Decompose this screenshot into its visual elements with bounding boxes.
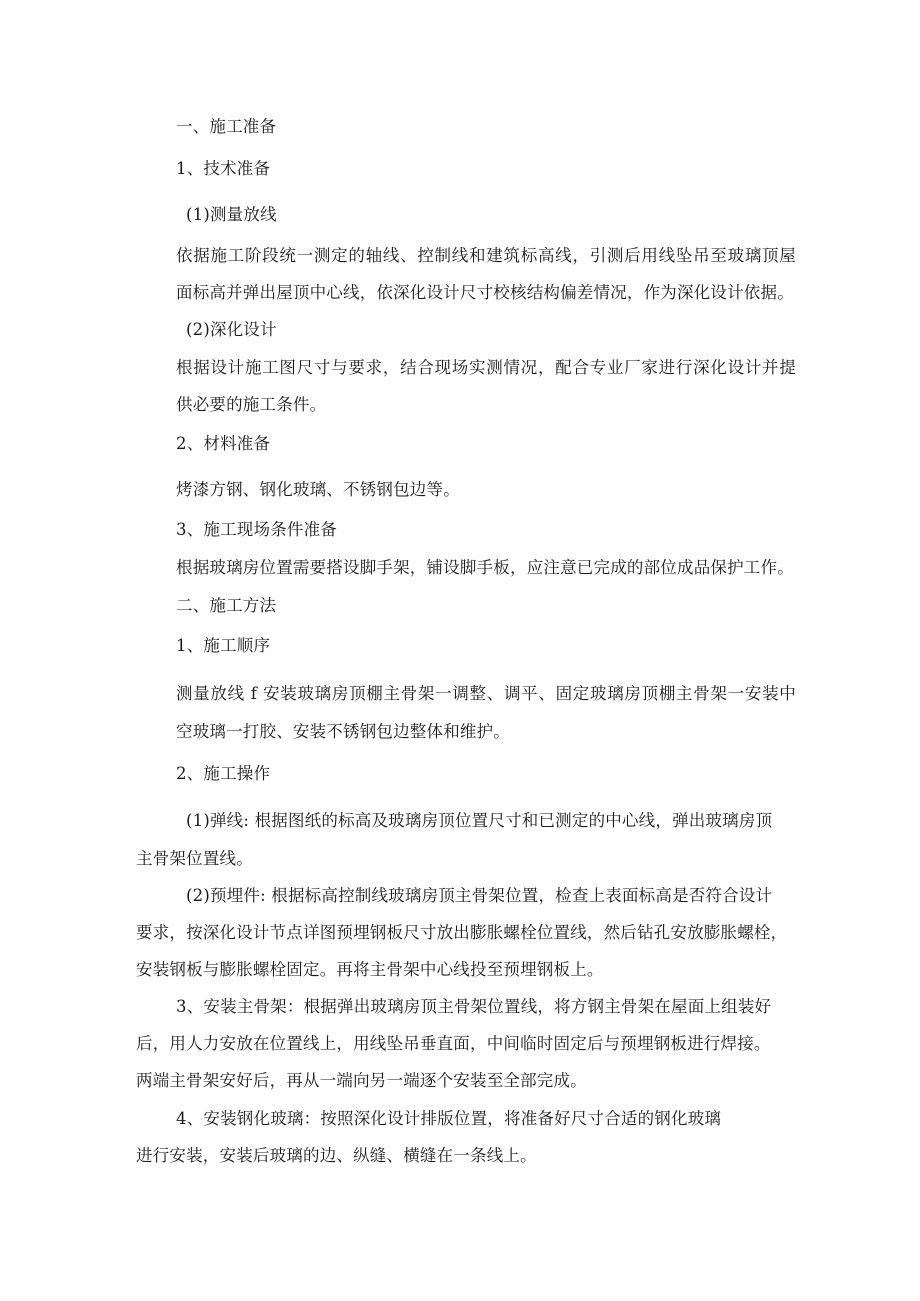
paragraph-materials: 烤漆方钢、钢化玻璃、不锈钢包边等。: [176, 480, 460, 499]
paragraph-embedded-line1: (2)预埋件: 根据标高控制线玻璃房顶主骨架位置，检查上表面标高是否符合设计: [186, 886, 773, 905]
section-heading-method: 二、施工方法: [176, 596, 277, 615]
paragraph-order-line1: 测量放线 f 安装玻璃房顶棚主骨架一调整、调平、固定玻璃房顶棚主骨架一安装中: [176, 684, 796, 703]
paragraph-tempered-glass-line1: 4、安装钢化玻璃：按照深化设计排版位置，将准备好尺寸合适的钢化玻璃: [176, 1109, 722, 1128]
paragraph-marking-line1: (1)弹线: 根据图纸的标高及玻璃房顶位置尺寸和已测定的中心线，弹出玻璃房顶: [186, 811, 773, 830]
paragraph-main-frame-line1: 3、安装主骨架：根据弹出玻璃房顶主骨架位置线，将方钢主骨架在屋面上组装好: [176, 997, 772, 1016]
paragraph-tempered-glass-line2: 进行安装，安装后玻璃的边、纵缝、横缝在一条线上。: [136, 1146, 537, 1165]
subheading-site-conditions: 3、施工现场条件准备: [176, 520, 337, 539]
item-heading-survey: (1)测量放线: [186, 205, 277, 224]
paragraph-design-line2: 供必要的施工条件。: [176, 395, 327, 414]
paragraph-site-conditions: 根据玻璃房位置需要搭设脚手架，铺设脚手板，应注意已完成的部位成品保护工作。: [176, 558, 794, 577]
paragraph-order-line2: 空玻璃一打胶、安装不锈钢包边整体和维护。: [176, 722, 510, 741]
subheading-construction-operation: 2、施工操作: [176, 764, 271, 783]
item-heading-detailed-design: (2)深化设计: [186, 320, 277, 339]
paragraph-marking-line2: 主骨架位置线。: [136, 849, 253, 868]
paragraph-survey-line1: 依据施工阶段统一测定的轴线、控制线和建筑标高线，引测后用线坠吊至玻璃顶屋: [176, 246, 796, 265]
paragraph-main-frame-line2: 后，用人力安放在位置线上，用线坠吊垂直面，中间临时固定后与预埋钢板进行焊接。: [136, 1034, 771, 1053]
subheading-construction-order: 1、施工顺序: [176, 636, 271, 655]
paragraph-survey-line2: 面标高并弹出屋顶中心线，依深化设计尺寸校核结构偏差情况，作为深化设计依据。: [176, 283, 794, 302]
paragraph-main-frame-line3: 两端主骨架安好后，再从一端向另一端逐个安装至全部完成。: [136, 1071, 587, 1090]
paragraph-embedded-line2: 要求，按深化设计节点详图预埋钢板尺寸放出膨胀螺栓位置线，然后钻孔安放膨胀螺栓，: [136, 923, 788, 942]
paragraph-design-line1: 根据设计施工图尺寸与要求，结合现场实测情况，配合专业厂家进行深化设计并提: [176, 358, 796, 377]
subheading-technical-preparation: 1、技术准备: [176, 159, 271, 178]
section-heading-preparation: 一、施工准备: [176, 117, 277, 136]
subheading-material-preparation: 2、材料准备: [176, 434, 271, 453]
paragraph-embedded-line3: 安装钢板与膨胀螺栓固定。再将主骨架中心线投至预埋钢板上。: [136, 960, 604, 979]
